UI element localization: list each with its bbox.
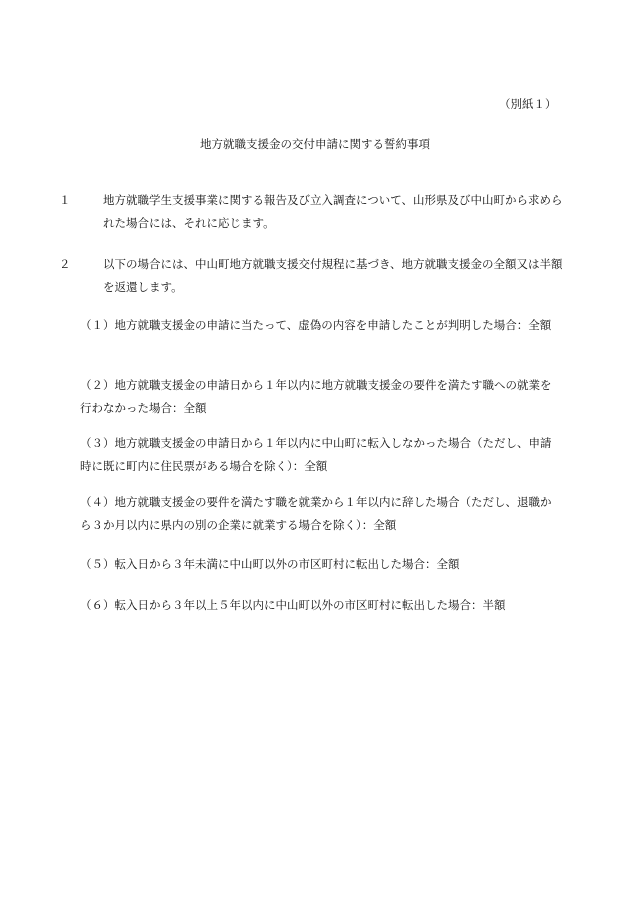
condition-1 [80,314,555,337]
condition-2 [80,374,555,420]
condition-label: （５） [80,557,115,571]
condition-label: （４） [80,495,115,509]
attachment-label: （別紙１） [499,97,557,111]
pledge-item-1 [59,189,573,235]
condition-text: 地方就職支援金の要件を満たす職を就業から１年以内に辞した場合（ただし、退職から３か月以内に県内の別の企業に就業する場合を除く）：全額 [80,495,552,532]
pledge-item-number: １ [59,193,71,207]
pledge-item-text: 以下の場合には、中山町地方就職支援交付規程に基づき、地方就職支援金の全額又は半額を返還します。 [103,257,563,294]
pledge-item-text: 地方就職学生支援事業に関する報告及び立入調査について、山形県及び中山町から求められた場合には、それに応じます。 [103,193,563,230]
condition-5 [80,553,555,576]
condition-text: 地方就職支援金の申請に当たって、虚偽の内容を申請したことが判明した場合：全額 [114,318,552,332]
condition-label: （３） [80,436,115,450]
document-title: 地方就職支援金の交付申請に関する誓約事項 [200,137,430,151]
condition-label: （２） [80,378,115,392]
condition-text: 転入日から３年未満に中山町以外の市区町村に転出した場合：全額 [114,557,460,571]
condition-label: （６） [80,598,115,612]
condition-6 [80,594,555,617]
condition-text: 転入日から３年以上５年以内に中山町以外の市区町村に転出した場合：半額 [114,598,506,612]
condition-label: （１） [80,318,115,332]
condition-text: 地方就職支援金の申請日から１年以内に地方就職支援金の要件を満たす職への就業を行わなかった場合：全額 [80,378,552,415]
pledge-item-2 [59,253,573,299]
condition-text: 地方就職支援金の申請日から１年以内に中山町に転入しなかった場合（ただし、申請時に既に町内に住民票がある場合を除く）：全額 [80,436,552,473]
condition-3 [80,432,555,478]
pledge-item-number: ２ [59,257,71,271]
condition-4 [80,491,555,537]
